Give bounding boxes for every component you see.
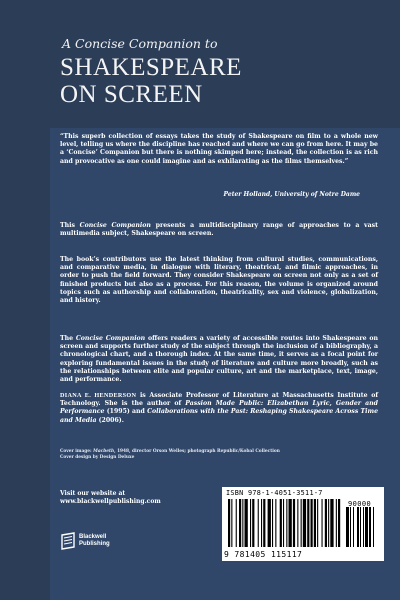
barcode-bar	[228, 499, 230, 547]
title-line-2: ON SCREEN	[60, 81, 203, 108]
barcode-bar	[338, 499, 340, 547]
barcode-bar	[268, 499, 271, 547]
barcode-bar	[252, 499, 254, 547]
barcode-addon-bar	[357, 507, 359, 547]
barcode-bar	[250, 499, 251, 547]
cover-design-credit: Cover design by Design Deluxe	[60, 455, 135, 461]
title-line-1: SHAKESPEARE	[60, 54, 242, 81]
barcode-bar	[286, 499, 287, 547]
p3-text-start: The	[60, 335, 76, 342]
barcode-bar	[275, 499, 276, 547]
barcode-addon-bar	[373, 507, 374, 547]
p1-text-end: presents a multidisciplinary range of approaches to a vast multimedia subject, Shakespeare on screen.	[60, 222, 379, 238]
barcode-bar	[231, 499, 232, 547]
author-bio-start: is Associate Professor of Literature at Massachusetts Institute of Technology. She is the author of	[60, 392, 378, 408]
author-name: DIANA E. HENDERSON	[60, 392, 137, 399]
quote-attribution: Peter Holland, University of Notre Dame	[223, 191, 360, 198]
barcode-bar	[236, 499, 237, 547]
barcode	[222, 487, 384, 561]
publisher-line-2: Publishing	[79, 541, 110, 547]
barcode-bar	[303, 499, 306, 547]
publisher-name	[79, 534, 110, 547]
barcode-addon-bar	[350, 507, 351, 547]
barcode-bar	[330, 499, 333, 547]
barcode-bar	[280, 499, 282, 547]
barcode-bar	[322, 499, 323, 547]
barcode-bar	[307, 499, 309, 547]
barcode-addon-bar	[353, 507, 354, 547]
credit-start: Cover image:	[60, 449, 94, 454]
p3-text-end: offers readers a variety of accessible routes into Shakespeare on screen and supports further study of the subject through the inclusion of a bibliography, a chronological chart, and a thorough index. At the same time, it serves as a focal point for exploring fundamental issues in the study of literature and culture more broadly, such as the relationships between elite and popular culture, art and the marketplace, text, image, and performance.	[60, 335, 378, 384]
barcode-bar	[239, 499, 241, 547]
author-bio	[60, 392, 378, 425]
barcode-bar	[328, 499, 329, 547]
publisher-line-1: Blackwell	[79, 534, 107, 541]
barcode-bar	[272, 499, 273, 547]
barcode-addon-bar	[365, 507, 368, 547]
barcode-bar	[242, 499, 243, 547]
barcode-addon-bar	[369, 507, 371, 547]
author-bio-mid: (1995) and	[104, 408, 148, 416]
ean-main: 9 781405 115117	[224, 550, 303, 559]
description-paragraph-2: The book’s contributors use the latest thinking from cultural studies, communications, and comparative media, in dialogue with literary, theatrical, and filmic approaches, in order to push the field forward. They consider Shakespeare on screen not only as a set of finished products but also as a process. For this reason, the volume is organized around topics such as authorship and collaboration, theatricality, sex and violence, globalization, and history.	[60, 256, 378, 305]
isbn-number: ISBN 978-1-4051-3511-7	[226, 489, 323, 497]
endorsement-quote: “This superb collection of essays takes the study of Shakespeare on film to a whole new level, telling us where the discipline has reached and where we can go from here. It may be a ‘Concise’ Companion but there is nothing skimped here; instead, the collection is as rich and provocative as one could imagine and as exhilarating as the films themselves.”	[60, 133, 378, 165]
description-paragraph-3	[60, 335, 378, 384]
barcode-bar	[245, 499, 248, 547]
p1-italic: Concise Companion	[79, 222, 151, 229]
cover-credits	[60, 449, 280, 461]
barcode-bar	[289, 499, 292, 547]
barcode-bar	[336, 499, 337, 547]
barcode-bar	[293, 499, 295, 547]
series-title: A Concise Companion to	[62, 36, 218, 51]
description-paragraph-1	[60, 222, 378, 238]
author-bio-end: (2006).	[96, 416, 124, 424]
website-notice	[60, 490, 161, 505]
barcode-bar	[311, 499, 313, 547]
barcode-addon-bar	[363, 507, 364, 547]
author-book-2: Collaborations with the Past: Reshaping Shakespeare Across Time and Media	[60, 408, 379, 424]
author-book-1: Passion Made Public: Elizabethan Lyric, Gender and Performance	[60, 400, 378, 416]
barcode-bar	[258, 499, 259, 547]
barcode-addon-bar	[346, 507, 349, 547]
barcode-bar	[297, 499, 298, 547]
barcode-bar	[301, 499, 302, 547]
barcode-bar	[263, 499, 265, 547]
publisher-logo	[60, 532, 110, 550]
barcode-bar	[261, 499, 262, 547]
blackwell-logo-icon	[60, 532, 76, 550]
barcode-bar	[283, 499, 284, 547]
credit-end: , 1948, director Orson Welles; photograph Republic/Kobal Collection	[114, 449, 280, 454]
ean-number	[224, 500, 372, 559]
barcode-bar	[314, 499, 316, 547]
barcode-bar	[325, 499, 327, 547]
p3-italic: Concise Companion	[75, 335, 146, 342]
website-label: Visit our website at	[60, 490, 126, 497]
website-url[interactable]: www.blackwellpublishing.com	[60, 497, 161, 505]
ean-addon: 90000	[348, 500, 372, 508]
credit-film-title: Macbeth	[93, 449, 115, 454]
book-title	[60, 54, 242, 108]
barcode-addon-bar	[360, 507, 361, 547]
p1-text-start: This	[60, 222, 80, 229]
barcode-bar	[317, 499, 318, 547]
